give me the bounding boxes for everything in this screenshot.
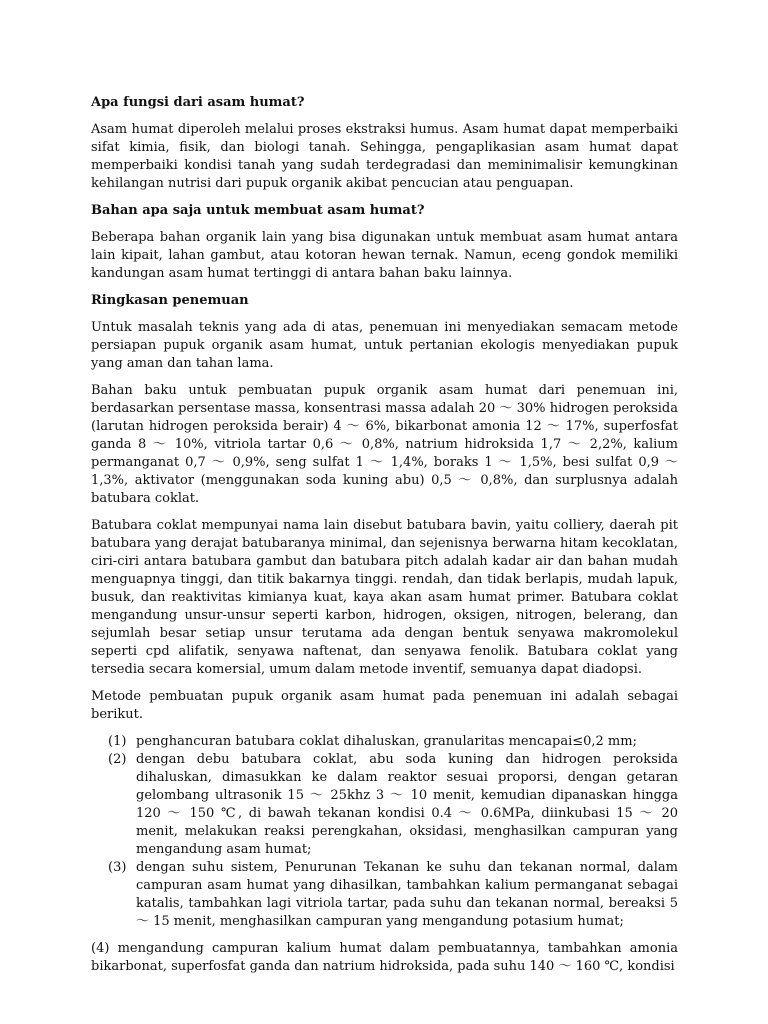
step-number: (1) [108, 734, 127, 749]
heading-fungsi-asam-humat: Apa fungsi dari asam humat? [91, 95, 305, 110]
heading-bahan-asam-humat: Bahan apa saja untuk membuat asam humat? [91, 203, 425, 218]
paragraph-ringkasan-2: Bahan baku untuk pembuatan pupuk organik asam humat dari penemuan ini, berdasarkan persentase massa, konsentrasi massa adalah 20 〜 30% hidrogen peroksida (larutan hidrogen peroksida berair) 4 〜 6%, bikarbonat amonia 12 〜 17%, superfosfat ganda 8 〜 10%, vitriola tartar 0,6 〜 0,8%, natrium hidroksida 1,7 〜 2,2%, kalium permanganat 0,7 〜 0,9%, seng sulfat 1 〜 1,4%, boraks 1 〜 1,5%, besi sulfat 0,9 〜 1,3%, aktivator (menggunakan soda kuning abu) 0,5 〜 0,8%, dan surplusnya adalah batubara coklat. [91, 383, 678, 506]
list-item [91, 859, 678, 931]
paragraph-step-4: (4) mengandung campuran kalium humat dalam pembuatannya, tambahkan amonia bikarbonat, superfosfat ganda dan natrium hidroksida, pada suhu 140 〜 160 ℃, kondisi [91, 941, 678, 974]
list-item [91, 733, 678, 751]
paragraph-ringkasan-1: Untuk masalah teknis yang ada di atas, penemuan ini menyediakan semacam metode persiapan pupuk organik asam humat, untuk pertanian ekologis menyediakan pupuk yang aman dan tahan lama. [91, 320, 678, 371]
step-text: penghancuran batubara coklat dihaluskan, granularitas mencapai≤0,2 mm; [136, 734, 637, 749]
paragraph-ringkasan-3: Batubara coklat mempunyai nama lain disebut batubara bavin, yaitu colliery, daerah pit batubara yang derajat batubaranya minimal, dan sejenisnya berwarna hitam kecoklatan, ciri-ciri antara batubara gambut dan batubara pitch adalah kadar air dan bahan mudah menguapnya tinggi, dan titik bakarnya tinggi. rendah, dan tidak berlapis, mudah lapuk, busuk, dan reaktivitas kimianya kuat, kaya akan asam humat primer. Batubara coklat mengandung unsur-unsur seperti karbon, hidrogen, oksigen, nitrogen, belerang, dan sejumlah besar setiap unsur terutama ada dengan bentuk senyawa makromolekul seperti cpd alifatik, senyawa naftenat, dan senyawa fenolik. Batubara coklat yang tersedia secara komersial, umum dalam metode inventif, semuanya dapat diadopsi. [91, 518, 678, 677]
step-number: (3) [108, 860, 127, 875]
step-text: dengan suhu sistem, Penurunan Tekanan ke suhu dan tekanan normal, dalam campuran asam humat yang dihasilkan, tambahkan kalium permanganat sebagai katalis, tambahkan lagi vitriola tartar, pada suhu dan tekanan normal, bereaksi 5 〜 15 menit, menghasilkan campuran yang mengandung potasium humat; [136, 860, 678, 929]
paragraph-fungsi: Asam humat diperoleh melalui proses ekstraksi humus. Asam humat dapat memperbaiki sifat kimia, fisik, dan biologi tanah. Sehingga, pengaplikasian asam humat dapat memperbaiki kondisi tanah yang sudah terdegradasi dan meminimalisir kemungkinan kehilangan nutrisi dari pupuk organik akibat pencucian atau penguapan. [91, 122, 678, 191]
paragraph-ringkasan-4: Metode pembuatan pupuk organik asam humat pada penemuan ini adalah sebagai berikut. [91, 689, 678, 722]
list-item [91, 751, 678, 859]
heading-ringkasan-penemuan: Ringkasan penemuan [91, 293, 249, 308]
paragraph-bahan: Beberapa bahan organik lain yang bisa digunakan untuk membuat asam humat antara lain kipait, lahan gambut, atau kotoran hewan ternak. Namun, eceng gondok memiliki kandungan asam humat tertinggi di antara bahan baku lainnya. [91, 230, 678, 281]
document-page [91, 94, 678, 985]
method-steps-list [91, 733, 678, 931]
step-number: (2) [108, 752, 127, 767]
step-text: dengan debu batubara coklat, abu soda kuning dan hidrogen peroksida dihaluskan, dimasukkan ke dalam reaktor sesuai proporsi, dengan getaran gelombang ultrasonik 15 〜 25khz 3 〜 10 menit, kemudian dipanaskan hingga 120 〜 150 ℃, di bawah tekanan kondisi 0.4 〜 0.6MPa, diinkubasi 15 〜 20 menit, melakukan reaksi perengkahan, oksidasi, menghasilkan campuran yang mengandung asam humat; [136, 752, 678, 857]
